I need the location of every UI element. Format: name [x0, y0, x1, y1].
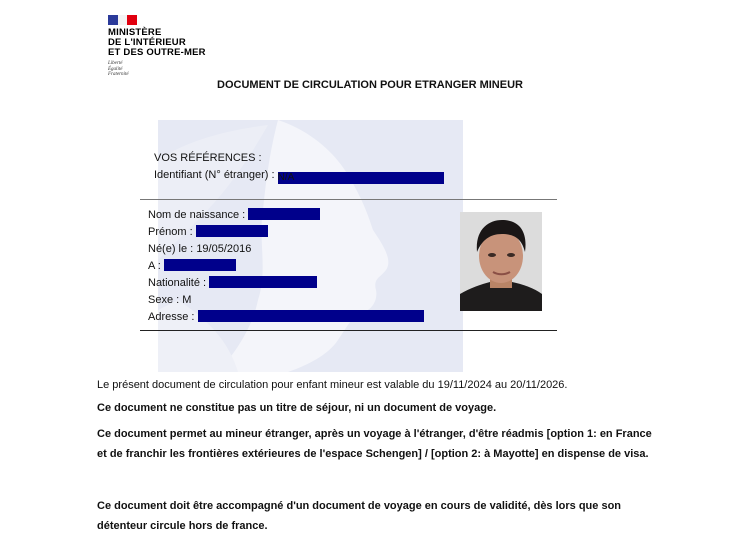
identifier-row — [154, 167, 444, 184]
address-row — [148, 309, 424, 326]
ministry-logo — [108, 15, 206, 78]
divider-top — [140, 199, 557, 200]
first-name-label: Prénom : — [148, 226, 193, 238]
notice-not-residence-permit: Ce document ne constitue pas un titre de séjour, ni un document de voyage. — [97, 402, 497, 414]
birth-place-row — [148, 258, 424, 275]
birth-name-label: Nom de naissance : — [148, 209, 246, 221]
notice-readmission: Ce document permet au mineur étranger, après un voyage à l'étranger, d'être réadmis [option 1: en France et de franchir les frontières extérieures de l'espace Schengen] / [option 2: à Mayotte] en dispense de visa. — [97, 428, 652, 460]
birth-place-redaction — [164, 259, 236, 271]
validity-text: Le présent document de circulation pour enfant mineur est valable du 19/11/2024 au 20/11/2026. — [97, 379, 568, 391]
address-redaction — [198, 310, 424, 322]
identifier-redaction — [278, 172, 444, 184]
address-label: Adresse : — [148, 311, 195, 323]
portrait-icon — [460, 212, 542, 311]
republic-motto: Liberté Égalité Fraternité — [108, 61, 129, 77]
birth-date-label: Né(e) le : — [148, 243, 194, 255]
first-name-redaction — [196, 225, 268, 237]
sex-label: Sexe : — [148, 294, 180, 306]
identifier-value: N/A — [277, 172, 295, 183]
identifier-label: Identifiant (N° étranger) : — [154, 169, 275, 181]
document-title: DOCUMENT DE CIRCULATION POUR ETRANGER MINEUR — [217, 79, 523, 91]
nationality-label: Nationalité : — [148, 277, 207, 289]
sex-value: M — [182, 294, 192, 306]
nationality-row — [148, 275, 424, 292]
birth-date-value: 19/05/2016 — [196, 243, 252, 255]
ministry-name: MINISTÈRE DE L'INTÉRIEUR ET DES OUTRE-MER — [108, 27, 206, 58]
references-section — [154, 150, 444, 184]
first-name-row — [148, 224, 424, 241]
nationality-redaction — [209, 276, 317, 288]
identity-section — [148, 207, 424, 326]
sex-row — [148, 292, 424, 309]
french-flag-icon — [108, 15, 137, 25]
holder-photo — [460, 212, 542, 311]
notice-travel-document: Ce document doit être accompagné d'un document de voyage en cours de validité, dès lors que son détenteur circule hors de france. — [97, 500, 622, 532]
divider-bottom — [140, 330, 557, 331]
birth-date-row — [148, 241, 424, 258]
birth-name-row — [148, 207, 424, 224]
birth-place-label: A : — [148, 260, 161, 272]
references-heading: VOS RÉFÉRENCES : — [154, 152, 262, 164]
birth-name-redaction — [248, 208, 320, 220]
